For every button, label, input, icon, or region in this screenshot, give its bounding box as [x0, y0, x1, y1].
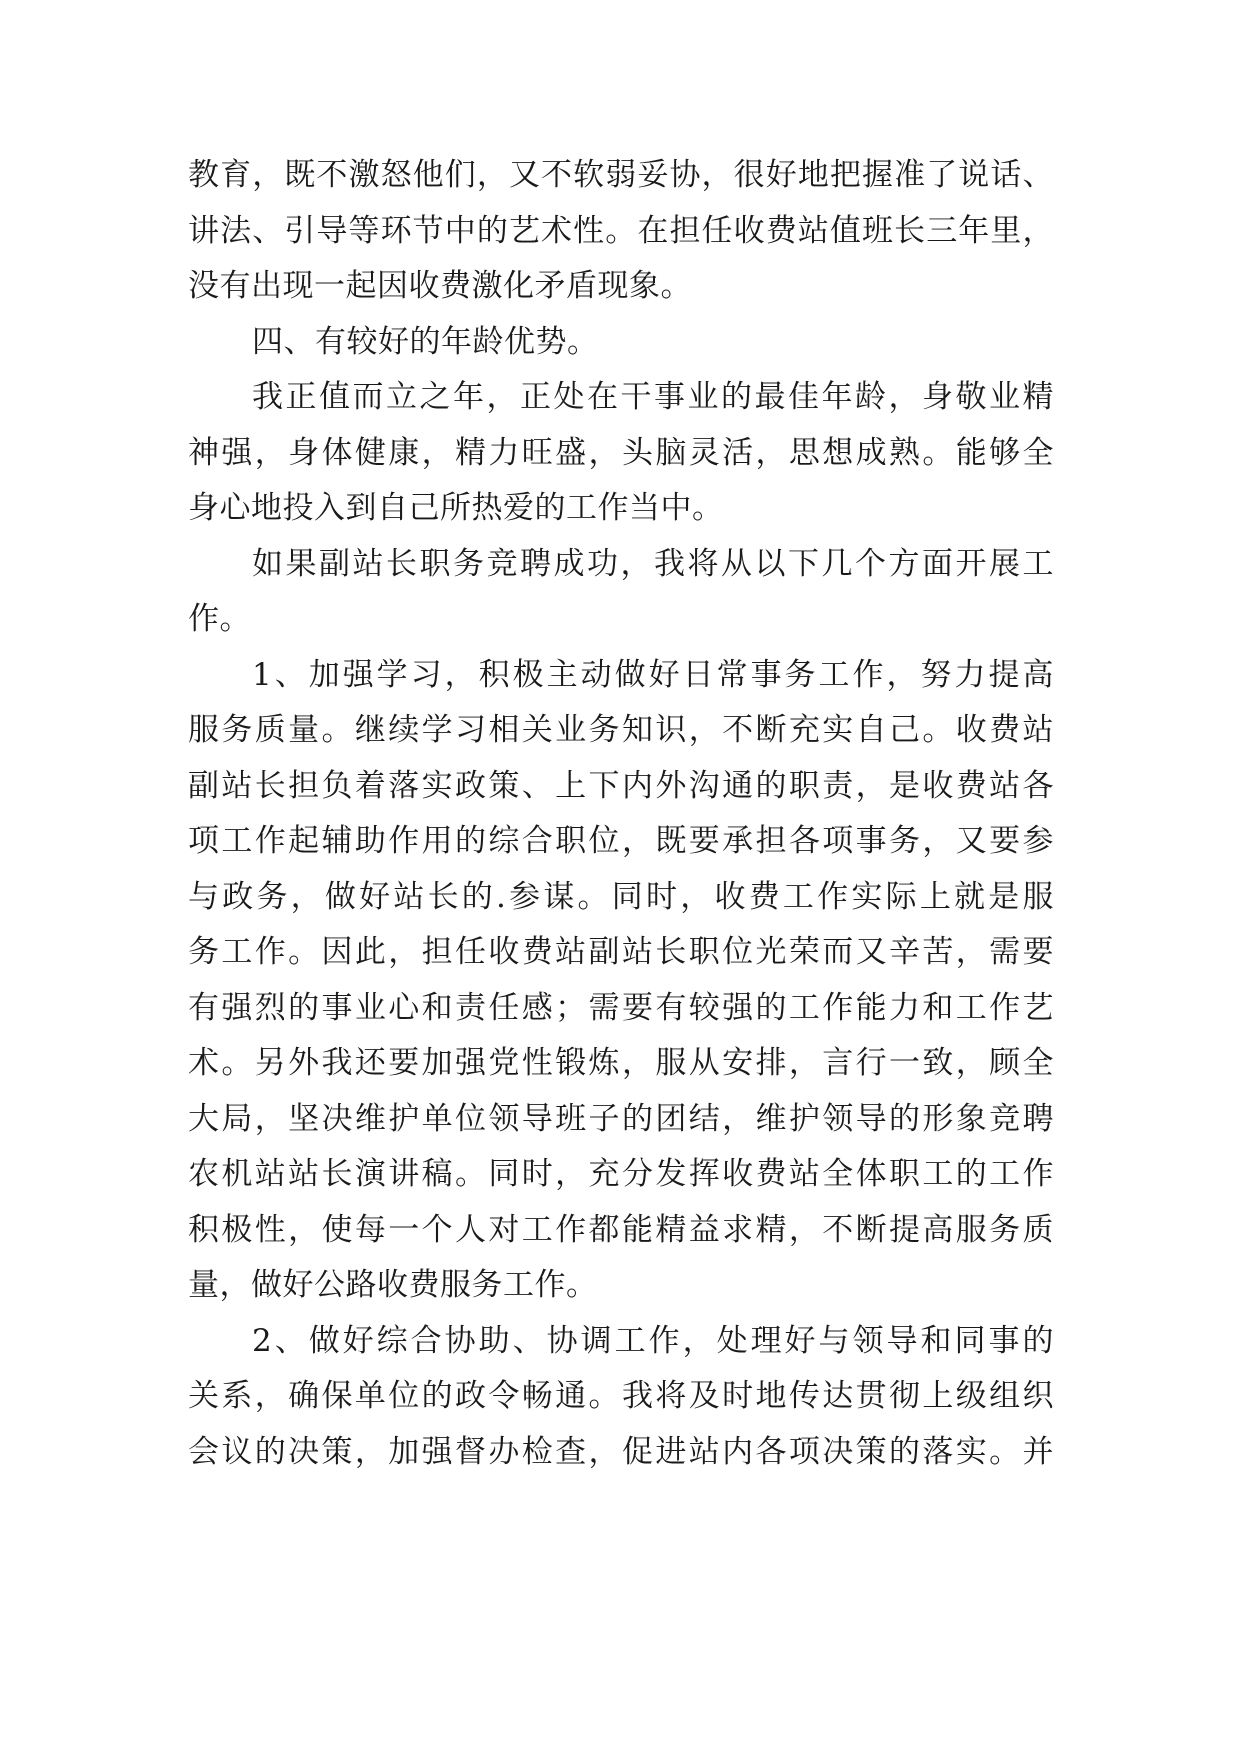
- text-line: 没有出现一起因收费激化矛盾现象。: [188, 268, 692, 304]
- text-line: 教育，既不激怒他们，又不软弱妥协，很好地把握准了说话、: [188, 157, 1054, 193]
- text-line: 四、有较好的年龄优势。: [252, 323, 599, 360]
- text-line: 务工作。因此，担任收费站副站长职位光荣而又辛苦，需要: [188, 934, 1054, 970]
- text-line: 讲法、引导等环节中的艺术性。在担任收费站值班长三年里，: [188, 212, 1054, 249]
- document-body-text: [188, 148, 1054, 1480]
- text-line: 术。另外我还要加强党性锻炼，服从安排，言行一致，顾全: [188, 1045, 1054, 1081]
- text-line: 神强，身体健康，精力旺盛，头脑灵活，思想成熟。能够全: [188, 434, 1054, 471]
- text-line: 副站长担负着落实政策、上下内外沟通的职责，是收费站各: [188, 767, 1054, 804]
- text-line: 有强烈的事业心和责任感；需要有较强的工作能力和工作艺: [188, 989, 1054, 1026]
- text-line: 量，做好公路收费服务工作。: [188, 1267, 598, 1303]
- text-line: 如果副站长职务竞聘成功，我将从以下几个方面开展工: [252, 545, 1054, 582]
- text-line: 作。: [188, 601, 251, 637]
- text-line: 大局，坚决维护单位领导班子的团结，维护领导的形象竞聘: [188, 1100, 1054, 1137]
- text-line: 身心地投入到自己所热爱的工作当中。: [188, 490, 724, 526]
- text-line: 我正值而立之年，正处在干事业的最佳年龄，身敬业精: [252, 379, 1054, 415]
- text-line: 2、做好综合协助、协调工作，处理好与领导和同事的: [252, 1322, 1054, 1359]
- text-line: 服务质量。继续学习相关业务知识，不断充实自己。收费站: [188, 712, 1054, 748]
- text-line: 积极性，使每一个人对工作都能精益求精，不断提高服务质: [188, 1211, 1054, 1248]
- text-line: 项工作起辅助作用的综合职位，既要承担各项事务，又要参: [188, 823, 1054, 859]
- text-line: 会议的决策，加强督办检查，促进站内各项决策的落实。并: [188, 1433, 1054, 1470]
- text-line: 1、加强学习，积极主动做好日常事务工作，努力提高: [252, 656, 1054, 693]
- text-line: 关系，确保单位的政令畅通。我将及时地传达贯彻上级组织: [188, 1378, 1054, 1414]
- text-line: 农机站站长演讲稿。同时，充分发挥收费站全体职工的工作: [188, 1156, 1054, 1192]
- text-line: 与政务，做好站长的.参谋。同时，收费工作实际上就是服: [188, 878, 1054, 915]
